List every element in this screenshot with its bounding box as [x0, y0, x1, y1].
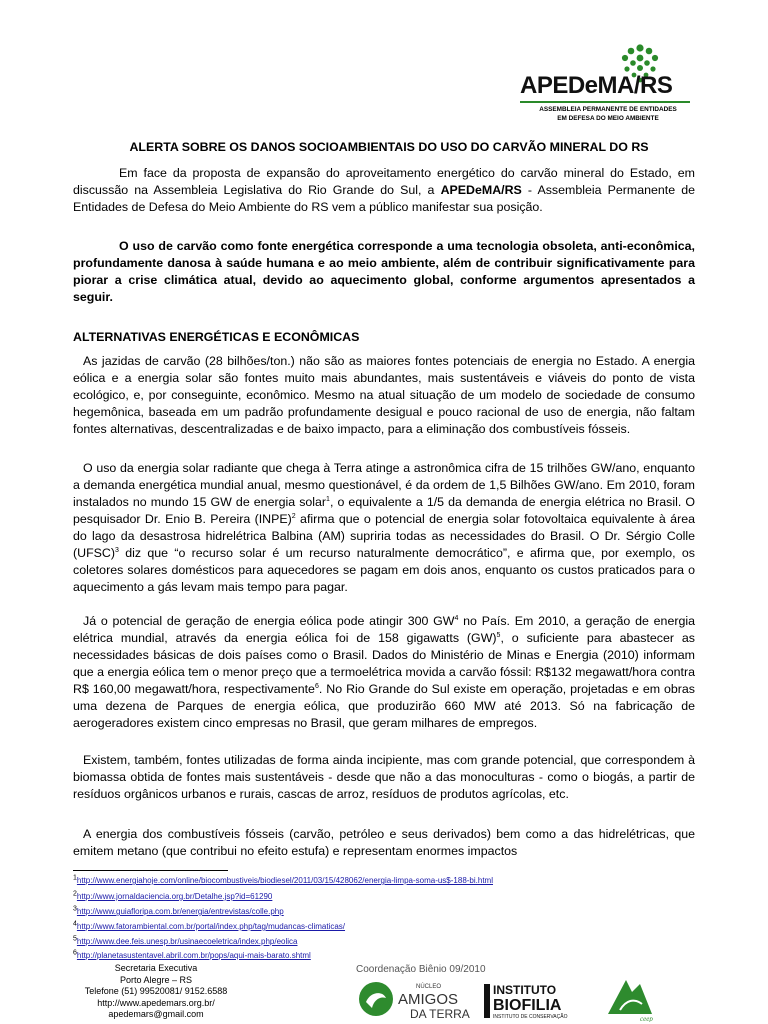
footnote-5: [73, 937, 297, 947]
footnote-number: 6: [73, 949, 77, 957]
section-heading: ALTERNATIVAS ENERGÉTICAS E ECONÔMICAS: [73, 330, 360, 344]
footnote-ref-2: 2: [291, 512, 296, 520]
para3-c: , o suficiente para abastecer as necessidades básicas de dois países como o Brasil. Dados do Ministério de Minas e Energia (2010) informam que a energia eólica tem o menor preço que a termoelétrica movida a carvão fóssil: R$132 megawatt/hora contra R$ 160,00 megawatt/hora, respectivamente: [73, 631, 695, 696]
footnote-ref-1: 1: [326, 495, 330, 503]
logo-rule: [520, 101, 690, 103]
footnote-link[interactable]: http://www.jornaldaciencia.org.br/Detalhe.jsp?id=61290: [76, 892, 273, 901]
footnote-ref-6: 6: [314, 682, 319, 690]
footnote-link[interactable]: http://planetasustentavel.abril.com.br/pops/aqui-mais-barato.shtml: [76, 951, 311, 960]
footnote-rule: [73, 870, 228, 871]
footnote-ref-3: 3: [114, 546, 119, 554]
footnote-6: [73, 951, 311, 961]
paragraph-1: As jazidas de carvão (28 bilhões/ton.) não são as maiores fontes potenciais de energia no Estado. A energia eólica e a energia solar são fontes muito mais abundantes, mais sustentáveis e viáveis do ponto de vista ecológico, e, por conseguinte, econômico. Mesmo na atual situação de um modelo de sociedade de consumo hegemônica, baseada em um padrão profundamente desigual e pouco racional de uso de energia, não faltam fontes alternativas, descentralizadas e de baixo impacto, para a eliminação dos combustíveis fósseis.: [73, 354, 695, 436]
footer-line-secretaria: Secretaria Executiva: [114, 963, 198, 973]
logo-subtitle-1: ASSEMBLEIA PERMANENTE DE ENTIDADES: [539, 106, 677, 113]
amigos-top-text: NÚCLEO: [416, 984, 442, 990]
logo-name: APEDeMA/RS: [520, 72, 673, 99]
para2-d: diz que “o recurso solar é um recurso naturalmente democrático”, e afirma que, por exemplo, os coletores solares domésticos para aquecedores se pagam em dois anos, enquanto os custos praticados para o aquecimento a gás levam mais tempo para pagar.: [73, 546, 695, 594]
footnote-number: 2: [73, 890, 77, 898]
footnote-4: [73, 922, 345, 932]
footnote-number: 5: [73, 935, 77, 943]
footnote-number: 3: [73, 905, 77, 913]
intro-before: Em face da proposta de expansão do aproveitamento energético do carvão mineral do Estado, em discussão na Assembleia Legislativa do Rio Grande do Sul, a: [73, 166, 695, 197]
footer-line-website[interactable]: http://www.apedemars.org.br/: [97, 997, 215, 1008]
paragraph-3: [73, 613, 695, 732]
thesis-paragraph: O uso de carvão como fonte energética corresponde a uma tecnologia obsoleta, anti-econômica, profundamente danosa à saúde humana e ao meio ambiente, além de contribuir significativamente para piorar a crise climática atual, devido ao aquecimento global, conforme argumentos apresentados a seguir.: [73, 239, 695, 304]
biofilia-mid-text: BIOFILIA: [493, 997, 562, 1014]
para2-b: , o equivalente a 1/5 da demanda de energia elétrica no Brasil. O pesquisador Dr. Enio B. Pereira (INPE): [73, 495, 695, 526]
ceep-text: ceep: [640, 1015, 653, 1022]
para3-b: no País. Em 2010, a geração de energia elétrica mundial, através da energia eólica foi de 158 gigawatts (GW): [73, 614, 695, 645]
apedema-logo: [520, 44, 696, 128]
logo-subtitle-2: EM DEFESA DO MEIO AMBIENTE: [557, 115, 659, 122]
para2-a: O uso da energia solar radiante que chega à Terra atinge a astronômica cifra de 15 trilhões GW/ano, enquanto a demanda energética mundial anual, mesmo questionável, é da ordem de 1,5 Bilhões GW/ano. Em 2010, foram instalados no mundo 15 GW de energia solar: [73, 461, 695, 509]
footer-line-city: Porto Alegre – RS: [119, 974, 193, 985]
biofilia-bot-text: INSTITUTO DE CONSERVAÇÃO: [493, 1014, 568, 1020]
para3-d: . No Rio Grande do Sul existe em operação, projetadas e em obras uma dezena de Parques de energia eólica, que produzirão 660 MW até 2013. Só na fabricação de aerogeradores existem cinco empresas no Brasil, que geram milhares de empregos.: [73, 682, 695, 730]
document-title: ALERTA SOBRE OS DANOS SOCIOAMBIENTAIS DO USO DO CARVÃO MINERAL DO RS: [129, 140, 649, 154]
ceep-logo: [606, 974, 656, 1022]
footnote-ref-5: 5: [496, 631, 501, 639]
footnote-number: 1: [73, 874, 77, 882]
paragraph-5: A energia dos combustíveis fósseis (carvão, petróleo e seus derivados) bem como a das hidrelétricas, que emitem metano (que contribui no efeito estufa) e representam enormes impactos: [73, 827, 695, 858]
para2-c: afirma que o potencial de energia solar fotovoltaica equivalente à área do lago da desastrosa hidrelétrica Balbina (AM) supriria todas as necessidades do Brasil. O Dr. Sérgio Colle (UFSC): [73, 512, 695, 560]
footnote-link[interactable]: http://www.fatorambiental.com.br/portal/index.php/tag/mudancas-climaticas/: [76, 922, 346, 931]
amigos-bot-text: DA TERRA: [410, 1007, 470, 1020]
instituto-biofilia-logo: [484, 982, 590, 1020]
intro-after: - Assembleia Permanente de Entidades de Defesa do Meio Ambiente do RS vem a público manifestar sua posição.: [73, 183, 695, 214]
intro-paragraph: [73, 165, 695, 216]
paragraph-2: [73, 460, 695, 596]
footnote-2: [73, 892, 272, 902]
biofilia-top-text: INSTITUTO: [493, 983, 557, 997]
footer-line-phone: Telefone (51) 99520081/ 9152.6588: [84, 986, 228, 996]
para3-a: Já o potencial de geração de energia eólica pode atingir 300 GW: [83, 614, 455, 628]
footnote-link[interactable]: http://www.energiahoje.com/online/biocombustiveis/biodiesel/2011/03/15/428062/energia-limpa-soma-us$-188-bi.html: [76, 876, 493, 885]
footnote-link[interactable]: http://www.dee.feis.unesp.br/usinaecoeletrica/index.php/eolica: [76, 937, 298, 946]
footer-contact: [54, 963, 258, 1021]
paragraph-4: Existem, também, fontes utilizadas de forma ainda incipiente, mas com grande potencial, que correspondem à biomassa obtida de fontes mais sustentáveis - desde que não a das monoculturas - como o biogás, a partir de resíduos orgânicos urbanos e rurais, cascas de arroz, resíduos de produtos agrícolas, etc.: [73, 753, 695, 801]
amigos-mid-text: AMIGOS: [398, 991, 459, 1008]
amigos-da-terra-logo: [358, 978, 476, 1020]
footnote-link[interactable]: http://www.guiafloripa.com.br/energia/entrevistas/colle.php: [76, 907, 284, 916]
footer-line-email[interactable]: apedemars@gmail.com: [108, 1009, 204, 1019]
coordination-label: Coordenação Biênio 09/2010: [356, 964, 486, 975]
footnote-ref-4: 4: [454, 614, 459, 622]
intro-org: APEDeMA/RS: [440, 183, 522, 197]
footnote-3: [73, 907, 284, 917]
footnote-number: 4: [73, 920, 77, 928]
footnote-1: [73, 876, 493, 886]
